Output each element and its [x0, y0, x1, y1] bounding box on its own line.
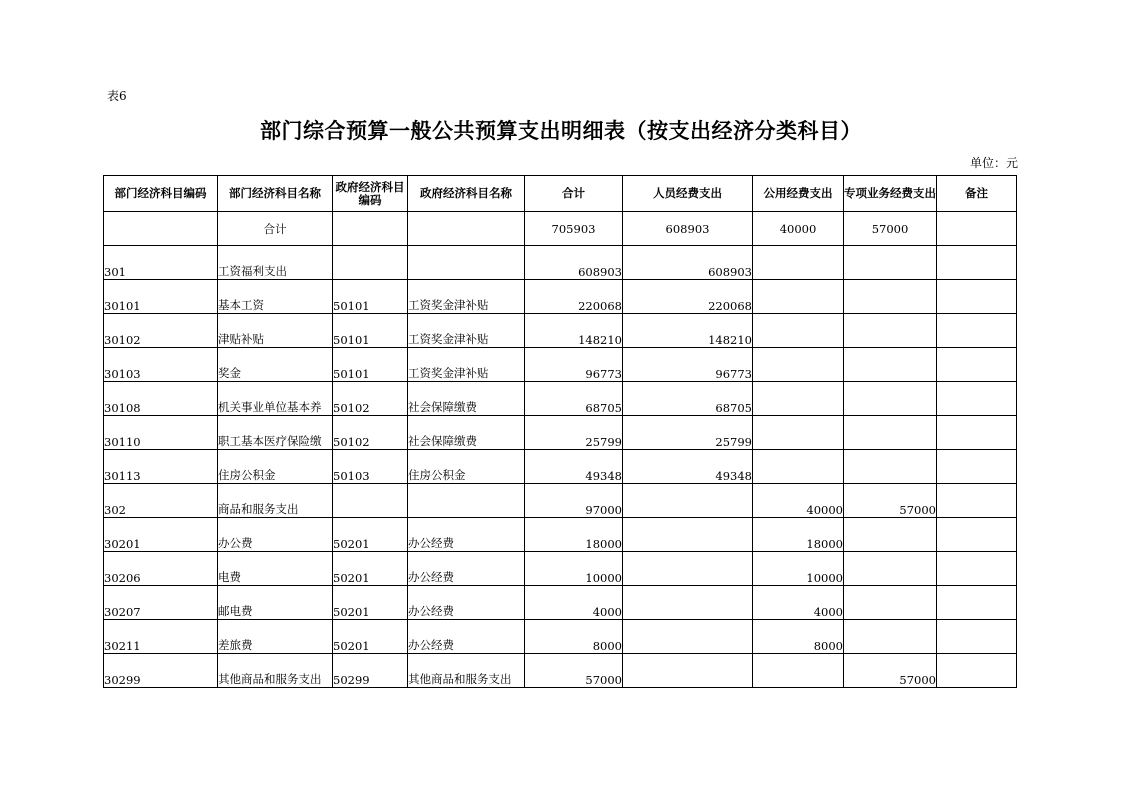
cell-dept-code: 30299 [104, 654, 218, 688]
cell-total: 96773 [525, 348, 623, 382]
cell-special [844, 246, 937, 280]
cell-gov-name: 住房公积金 [408, 450, 525, 484]
cell-gov-name [408, 484, 525, 518]
cell-gov-code: 50102 [333, 416, 408, 450]
cell-gov-code: 50201 [333, 518, 408, 552]
cell-special [844, 348, 937, 382]
cell-gov-name: 办公经费 [408, 620, 525, 654]
unit-label: 单位：元 [969, 156, 1018, 170]
cell-gov-code [333, 246, 408, 280]
cell-personnel: 148210 [623, 314, 753, 348]
cell-public [753, 280, 844, 314]
cell-public [753, 416, 844, 450]
cell-remark [937, 450, 1017, 484]
cell-special [844, 586, 937, 620]
cell-gov-code: 50101 [333, 280, 408, 314]
header-dept-name: 部门经济科目名称 [218, 176, 333, 212]
cell-gov-code: 50101 [333, 314, 408, 348]
cell-gov-name: 办公经费 [408, 518, 525, 552]
table-row [104, 484, 1017, 518]
cell-dept-name: 职工基本医疗保险缴 [218, 416, 333, 450]
cell-remark [937, 314, 1017, 348]
table-number: 表6 [107, 89, 127, 103]
cell-gov-name: 工资奖金津补贴 [408, 348, 525, 382]
cell-special [844, 552, 937, 586]
total-amount: 705903 [525, 212, 623, 246]
cell-dept-code: 30103 [104, 348, 218, 382]
cell-remark [937, 620, 1017, 654]
cell-public: 18000 [753, 518, 844, 552]
cell-public: 4000 [753, 586, 844, 620]
cell-total: 608903 [525, 246, 623, 280]
header-row [104, 176, 1017, 212]
cell-total: 220068 [525, 280, 623, 314]
total-label: 合计 [218, 212, 333, 246]
total-row [104, 212, 1017, 246]
cell-dept-code: 30206 [104, 552, 218, 586]
cell-dept-code: 302 [104, 484, 218, 518]
cell-remark [937, 654, 1017, 688]
cell-public [753, 450, 844, 484]
cell-public: 8000 [753, 620, 844, 654]
cell-dept-code: 301 [104, 246, 218, 280]
table-row [104, 416, 1017, 450]
cell-public [753, 348, 844, 382]
cell-personnel: 220068 [623, 280, 753, 314]
cell-special [844, 416, 937, 450]
cell-personnel [623, 484, 753, 518]
budget-table [103, 175, 1017, 688]
cell-special [844, 314, 937, 348]
cell-public [753, 314, 844, 348]
cell-personnel [623, 620, 753, 654]
total-personnel: 608903 [623, 212, 753, 246]
cell-gov-name: 办公经费 [408, 586, 525, 620]
cell-total: 97000 [525, 484, 623, 518]
cell-total: 25799 [525, 416, 623, 450]
cell-dept-code: 30110 [104, 416, 218, 450]
table-row [104, 450, 1017, 484]
cell-personnel [623, 654, 753, 688]
cell-gov-name: 工资奖金津补贴 [408, 314, 525, 348]
table-row [104, 314, 1017, 348]
cell-remark [937, 382, 1017, 416]
cell-remark [937, 586, 1017, 620]
cell-special [844, 280, 937, 314]
cell-personnel: 608903 [623, 246, 753, 280]
cell-public [753, 654, 844, 688]
cell-dept-code: 30101 [104, 280, 218, 314]
cell-public: 10000 [753, 552, 844, 586]
total-cell-dept-code [104, 212, 218, 246]
cell-dept-code: 30102 [104, 314, 218, 348]
cell-personnel [623, 586, 753, 620]
cell-gov-name: 社会保障缴费 [408, 382, 525, 416]
cell-gov-name: 工资奖金津补贴 [408, 280, 525, 314]
cell-dept-name: 其他商品和服务支出 [218, 654, 333, 688]
cell-total: 148210 [525, 314, 623, 348]
cell-public: 40000 [753, 484, 844, 518]
cell-total: 49348 [525, 450, 623, 484]
cell-remark [937, 484, 1017, 518]
cell-total: 10000 [525, 552, 623, 586]
table-row [104, 246, 1017, 280]
cell-personnel: 25799 [623, 416, 753, 450]
table-row [104, 620, 1017, 654]
cell-gov-code: 50102 [333, 382, 408, 416]
total-cell-gov-name [408, 212, 525, 246]
cell-dept-code: 30108 [104, 382, 218, 416]
cell-total: 8000 [525, 620, 623, 654]
cell-total: 18000 [525, 518, 623, 552]
cell-dept-name: 商品和服务支出 [218, 484, 333, 518]
cell-dept-name: 基本工资 [218, 280, 333, 314]
cell-total: 4000 [525, 586, 623, 620]
cell-special [844, 382, 937, 416]
table-row [104, 348, 1017, 382]
header-total: 合计 [525, 176, 623, 212]
cell-remark [937, 518, 1017, 552]
cell-dept-name: 机关事业单位基本养 [218, 382, 333, 416]
cell-gov-code: 50103 [333, 450, 408, 484]
cell-total: 57000 [525, 654, 623, 688]
cell-dept-code: 30201 [104, 518, 218, 552]
header-special: 专项业务经费支出 [844, 176, 937, 212]
table-row [104, 382, 1017, 416]
total-public: 40000 [753, 212, 844, 246]
cell-remark [937, 246, 1017, 280]
cell-gov-name [408, 246, 525, 280]
cell-special [844, 450, 937, 484]
cell-dept-name: 津贴补贴 [218, 314, 333, 348]
table-row [104, 654, 1017, 688]
cell-personnel: 68705 [623, 382, 753, 416]
page-title: 部门综合预算一般公共预算支出明细表（按支出经济分类科目） [260, 119, 862, 143]
table-row [104, 518, 1017, 552]
cell-personnel [623, 552, 753, 586]
cell-gov-code: 50201 [333, 586, 408, 620]
cell-public [753, 382, 844, 416]
cell-remark [937, 416, 1017, 450]
cell-remark [937, 348, 1017, 382]
cell-personnel: 96773 [623, 348, 753, 382]
header-dept-code: 部门经济科目编码 [104, 176, 218, 212]
cell-dept-name: 电费 [218, 552, 333, 586]
cell-dept-name: 奖金 [218, 348, 333, 382]
cell-dept-name: 办公费 [218, 518, 333, 552]
cell-total: 68705 [525, 382, 623, 416]
header-personnel: 人员经费支出 [623, 176, 753, 212]
total-remark [937, 212, 1017, 246]
table-row [104, 586, 1017, 620]
cell-gov-code: 50201 [333, 620, 408, 654]
cell-personnel [623, 518, 753, 552]
cell-dept-code: 30113 [104, 450, 218, 484]
header-gov-name: 政府经济科目名称 [408, 176, 525, 212]
cell-gov-name: 其他商品和服务支出 [408, 654, 525, 688]
cell-dept-name: 差旅费 [218, 620, 333, 654]
cell-special [844, 518, 937, 552]
header-public: 公用经费支出 [753, 176, 844, 212]
cell-gov-code: 50299 [333, 654, 408, 688]
cell-dept-name: 住房公积金 [218, 450, 333, 484]
header-gov-code: 政府经济科目编码 [333, 176, 408, 212]
table-row [104, 280, 1017, 314]
cell-special [844, 620, 937, 654]
cell-dept-name: 邮电费 [218, 586, 333, 620]
cell-dept-name: 工资福利支出 [218, 246, 333, 280]
cell-dept-code: 30207 [104, 586, 218, 620]
cell-gov-code: 50101 [333, 348, 408, 382]
cell-gov-name: 办公经费 [408, 552, 525, 586]
cell-gov-code: 50201 [333, 552, 408, 586]
cell-dept-code: 30211 [104, 620, 218, 654]
header-remark: 备注 [937, 176, 1017, 212]
cell-remark [937, 552, 1017, 586]
cell-special: 57000 [844, 484, 937, 518]
cell-public [753, 246, 844, 280]
cell-personnel: 49348 [623, 450, 753, 484]
cell-gov-code [333, 484, 408, 518]
total-cell-gov-code [333, 212, 408, 246]
cell-gov-name: 社会保障缴费 [408, 416, 525, 450]
cell-remark [937, 280, 1017, 314]
table-row [104, 552, 1017, 586]
cell-special: 57000 [844, 654, 937, 688]
total-special: 57000 [844, 212, 937, 246]
